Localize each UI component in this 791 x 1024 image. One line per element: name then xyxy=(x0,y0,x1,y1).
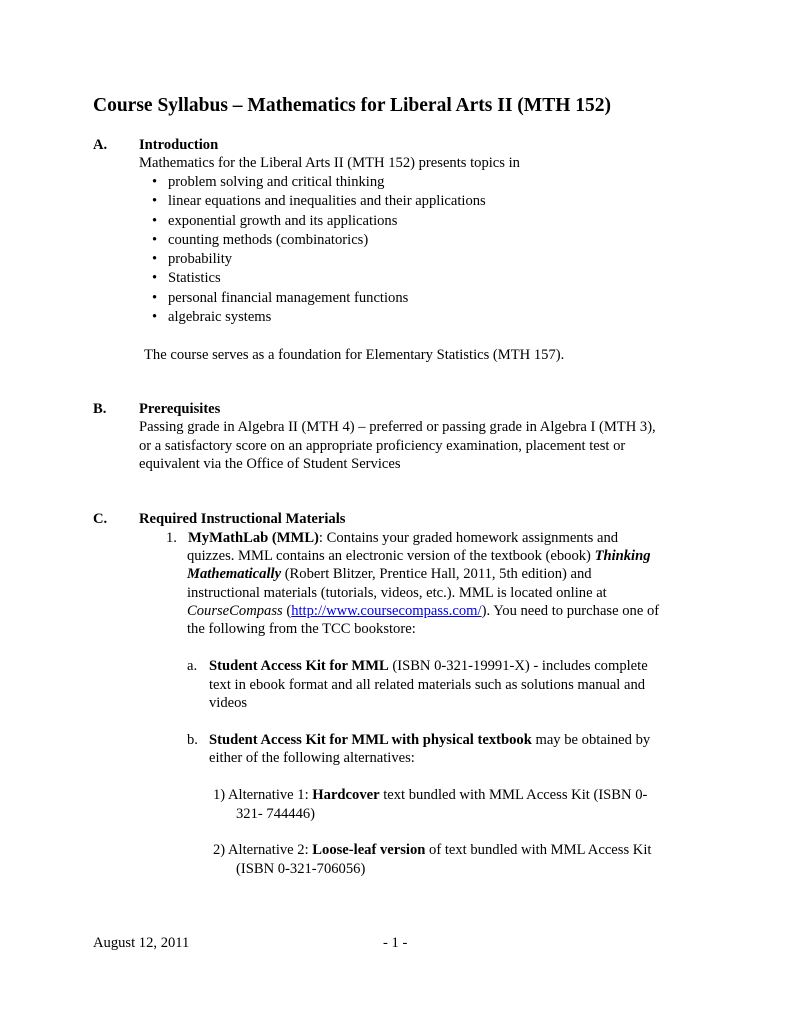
item-b-line-1: Student Access Kit for MML with physical textbook may be obtained by xyxy=(209,732,651,748)
item-1-line-6: the following from the TCC bookstore: xyxy=(187,621,416,637)
list-item: • personal financial management functions xyxy=(150,289,486,308)
item-1-number: 1. xyxy=(166,530,177,546)
section-a-foundation: The course serves as a foundation for Elementary Statistics (MTH 157). xyxy=(144,347,565,363)
page-title: Course Syllabus – Mathematics for Liberal Arts II (MTH 152) xyxy=(93,95,611,116)
alternative-1-line-1: 1) Alternative 1: Hardcover text bundled with MML Access Kit (ISBN 0- xyxy=(213,787,648,803)
prerequisites-line-3: equivalent via the Office of Student Services xyxy=(139,456,401,472)
list-item: • probability xyxy=(150,250,486,269)
section-a-letter: A. xyxy=(93,137,108,153)
item-a-letter: a. xyxy=(187,658,198,674)
student-access-kit-label: Student Access Kit for MML xyxy=(209,658,389,674)
coursecompass-label: CourseCompass xyxy=(187,603,283,619)
list-item: • linear equations and inequalities and their applications xyxy=(150,192,486,211)
alternative-2-line-1: 2) Alternative 2: Loose-leaf version of text bundled with MML Access Kit xyxy=(213,842,652,858)
list-item: • counting methods (combinatorics) xyxy=(150,231,486,250)
coursecompass-link[interactable]: http://www.coursecompass.com/ xyxy=(291,603,482,619)
prerequisites-line-1: Passing grade in Algebra II (MTH 4) – preferred or passing grade in Algebra I (MTH 3), xyxy=(139,419,656,435)
page-number: - 1 - xyxy=(383,935,408,951)
section-a-intro: Mathematics for the Liberal Arts II (MTH 152) presents topics in xyxy=(139,155,520,171)
hardcover-label: Hardcover xyxy=(312,787,380,803)
item-b-letter: b. xyxy=(187,732,198,748)
item-1-line-1: MyMathLab (MML): Contains your graded homework assignments and xyxy=(188,530,619,546)
footer-date: August 12, 2011 xyxy=(93,935,190,951)
item-b-line-2: either of the following alternatives: xyxy=(209,750,415,766)
item-a-line-1: Student Access Kit for MML (ISBN 0-321-19991-X) - includes complete xyxy=(209,658,648,674)
textbook-title-part-1: Thinking xyxy=(594,548,651,564)
item-1-line-5: CourseCompass (http://www.coursecompass.com/). You need to purchase one of xyxy=(187,603,660,619)
section-c-letter: C. xyxy=(93,511,108,527)
section-a-heading: Introduction xyxy=(139,137,219,153)
item-a-line-3: videos xyxy=(209,695,248,711)
topics-list xyxy=(150,173,486,327)
loose-leaf-label: Loose-leaf version xyxy=(312,842,426,858)
list-item: • exponential growth and its applications xyxy=(150,212,486,231)
textbook-title-part-2: Mathematically xyxy=(187,566,282,582)
list-item: • problem solving and critical thinking xyxy=(150,173,486,192)
prerequisites-line-2: or a satisfactory score on an appropriate proficiency examination, placement test or xyxy=(139,438,626,454)
item-1-line-3: Mathematically (Robert Blitzer, Prentice Hall, 2011, 5th edition) and xyxy=(187,566,592,582)
item-a-line-2: text in ebook format and all related materials such as solutions manual and xyxy=(209,677,646,693)
item-1-line-4: instructional materials (tutorials, videos, etc.). MML is located online at xyxy=(187,585,607,601)
student-access-kit-textbook-label: Student Access Kit for MML with physical textbook xyxy=(209,732,532,748)
section-b-heading: Prerequisites xyxy=(139,401,221,417)
item-1-line-2: quizzes. MML contains an electronic version of the textbook (ebook) Thinking xyxy=(187,548,651,564)
mymathlab-label: MyMathLab (MML) xyxy=(188,530,319,546)
alternative-1-line-2: 321- 744446) xyxy=(236,806,316,822)
section-c-heading: Required Instructional Materials xyxy=(139,511,346,527)
alternative-2-line-2: (ISBN 0-321-706056) xyxy=(236,861,366,877)
section-b-letter: B. xyxy=(93,401,107,417)
list-item: • Statistics xyxy=(150,269,486,288)
list-item: • algebraic systems xyxy=(150,308,486,327)
